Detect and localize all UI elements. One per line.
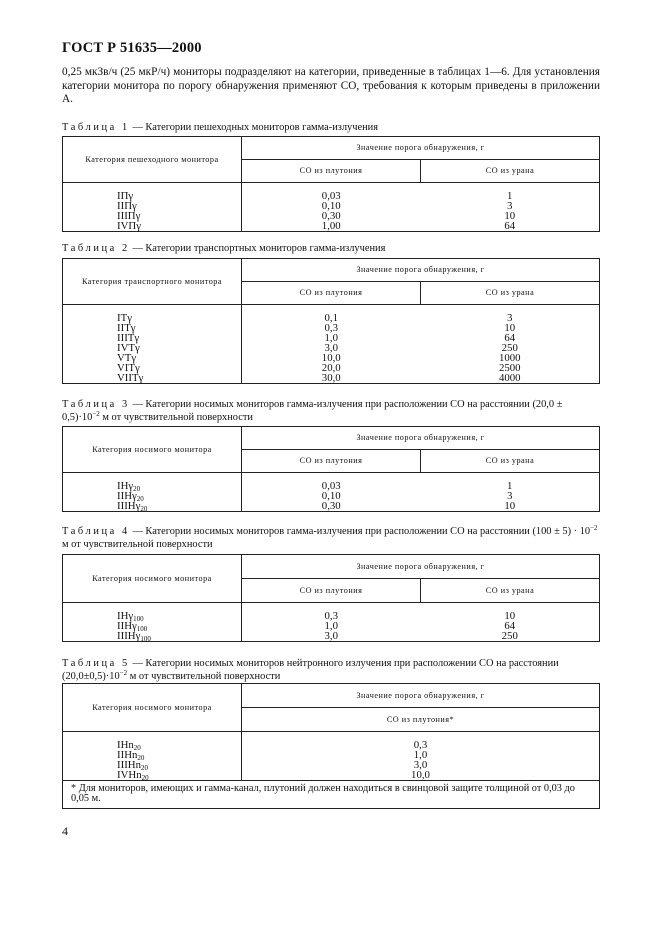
table-2-caption xyxy=(62,243,602,256)
table-4-pu-header: СО из плутония xyxy=(242,579,421,603)
table-row: IIIHn$_{20}$ 3,0 xyxy=(63,760,600,770)
table-row: IITγ 0,3 10 xyxy=(63,323,600,333)
table-4-threshold-header: Значение порога обнаружения, г xyxy=(242,555,600,579)
table-2-u-header: СО из урана xyxy=(421,282,600,305)
table-row: IIПγ 0,10 3 xyxy=(63,201,600,211)
table-3-exponent: −2 xyxy=(92,409,100,418)
table-1-label: Таблица 1 xyxy=(62,122,130,133)
table-4-u-header: СО из урана xyxy=(421,579,600,603)
table-2-title: — Категории транспортных мониторов гамма-излучения xyxy=(129,243,386,254)
page-number: 4 xyxy=(62,824,68,838)
table-row: IVTγ 3,0 250 xyxy=(63,343,600,353)
table-4-caption xyxy=(62,526,602,552)
table-row: IПγ 0,03 1 xyxy=(63,191,600,201)
table-row: VITγ 20,0 2500 xyxy=(63,363,600,373)
table-4-title: — Категории носимых мониторов гамма-излучения при расположении СО на расстоянии (100 ± 5) · 10 xyxy=(129,526,591,537)
table-3-label: Таблица 3 xyxy=(62,399,130,410)
table-5-pu-header: СО из плутония* xyxy=(242,708,600,732)
table-row: IIHn$_{20}$ 1,0 xyxy=(63,750,600,760)
table-5-footnote: * Для мониторов, имеющих и гамма-канал, плутоний должен находиться в свинцовой защите толщиной от 0,03 до 0,05 м. xyxy=(63,780,600,808)
table-row: IIIПγ 0,30 10 xyxy=(63,211,600,221)
table-3-category-header: Категория носимого монитора xyxy=(63,427,242,473)
table-3-title: — Категории носимых мониторов гамма-излучения при расположении СО на расстоянии (20,0 ± 0,5)·10 xyxy=(62,399,563,423)
table-1-category-header: Категория пешеходного монитора xyxy=(63,137,242,183)
table-row: IHγ$_{20}$ 0,03 1 xyxy=(63,481,600,491)
table-1-title: — Категории пешеходных мониторов гамма-излучения xyxy=(129,122,378,133)
table-2-pu-header: СО из плутония xyxy=(242,282,421,305)
table-2 xyxy=(62,258,600,384)
table-row: IIIHγ$_{20}$ 0,30 10 xyxy=(63,501,600,512)
table-row: IIIHγ$_{100}$ 3,0 250 xyxy=(63,631,600,642)
table-1-u-header: СО из урана xyxy=(421,160,600,183)
table-row: VTγ 10,0 1000 xyxy=(63,353,600,363)
table-1-threshold-header: Значение порога обнаружения, г xyxy=(242,137,600,160)
table-5-exponent: −2 xyxy=(119,668,128,677)
table-3-title-end: м от чувствительной поверхности xyxy=(99,411,253,423)
table-1-pu-header: СО из плутония xyxy=(242,160,421,183)
table-4 xyxy=(62,554,600,642)
table-5 xyxy=(62,683,600,809)
table-3-caption xyxy=(62,399,602,425)
table-row: IIITγ 1,0 64 xyxy=(63,333,600,343)
table-row: IIHγ$_{20}$ 0,10 3 xyxy=(63,491,600,501)
table-3-pu-header: СО из плутония xyxy=(242,450,421,473)
table-5-label: Таблица 5 xyxy=(62,658,130,669)
table-1 xyxy=(62,136,600,232)
table-4-title-end: м от чувствительной поверхности xyxy=(62,538,213,550)
table-5-title-end: м от чувствительной поверхности xyxy=(127,670,281,682)
table-5-category-header: Категория носимого монитора xyxy=(63,684,242,732)
table-4-exponent: −2 xyxy=(590,524,598,532)
table-2-category-header: Категория транспортного монитора xyxy=(63,259,242,305)
standard-header: ГОСТ Р 51635—2000 xyxy=(62,40,202,56)
table-3-u-header: СО из урана xyxy=(421,450,600,473)
table-4-label: Таблица 4 xyxy=(62,526,130,537)
table-5-threshold-header: Значение порога обнаружения, г xyxy=(242,684,600,708)
table-2-label: Таблица 2 xyxy=(62,243,130,254)
table-4-category-header: Категория носимого монитора xyxy=(63,555,242,603)
table-3-threshold-header: Значение порога обнаружения, г xyxy=(242,427,600,450)
table-2-threshold-header: Значение порога обнаружения, г xyxy=(242,259,600,282)
table-1-caption xyxy=(62,122,602,135)
intro-paragraph: 0,25 мкЗв/ч (25 мкР/ч) мониторы подразделяют на категории, приведенные в таблицах 1—6. Для установления категории монитора по порогу обнаружения применяют СО, требования к которым приведены в приложении А. xyxy=(62,66,600,106)
table-row: IVHn$_{20}$ 10,0 xyxy=(63,770,600,781)
table-row: IHγ$_{100}$ 0,3 10 xyxy=(63,611,600,621)
table-5-caption xyxy=(62,658,602,684)
table-row: VIITγ 30,0 4000 xyxy=(63,373,600,384)
table-row: IVПγ 1,00 64 xyxy=(63,221,600,232)
table-row: ITγ 0,1 3 xyxy=(63,313,600,323)
table-3 xyxy=(62,426,600,512)
table-row: IIHγ$_{100}$ 1,0 64 xyxy=(63,621,600,631)
table-5-title: — Категории носимых мониторов нейтронного излучения при расположении СО на расстоянии (20,0±0,5)·10 xyxy=(62,658,559,682)
table-row: IHn$_{20}$ 0,3 xyxy=(63,740,600,750)
